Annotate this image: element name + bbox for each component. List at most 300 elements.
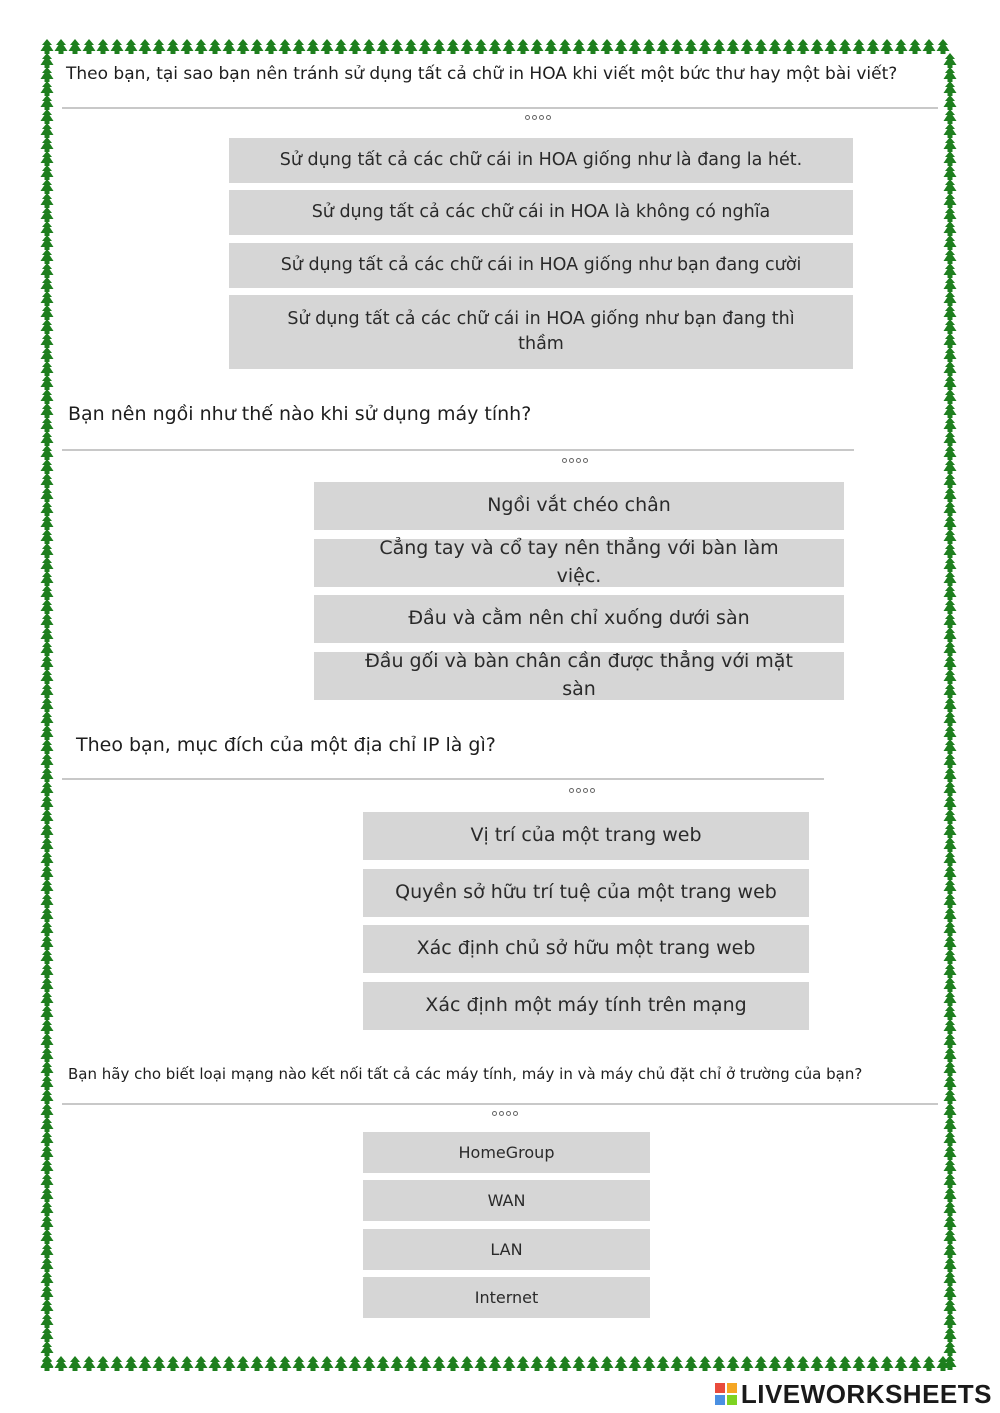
tree-icon [41,1271,54,1286]
tree-icon [475,1356,488,1371]
tree-icon [944,1285,957,1300]
tree-icon [41,53,54,68]
tree-icon [629,1356,642,1371]
tree-icon [447,39,460,54]
tree-icon [41,921,54,936]
tree-icon [153,39,166,54]
tree-icon [41,1005,54,1020]
tree-icon [41,599,54,614]
tree-icon [895,39,908,54]
q4-option-2[interactable]: WAN [363,1180,650,1221]
tree-icon [41,235,54,250]
tree-icon [41,781,54,796]
tree-icon [944,1159,957,1174]
tree-icon [615,1356,628,1371]
tree-icon [699,39,712,54]
tree-icon [41,1229,54,1244]
q2-option-3[interactable]: Đầu và cằm nên chỉ xuống dưới sàn [314,595,844,643]
tree-icon [41,137,54,152]
tree-icon [41,67,54,82]
tree-icon [41,1033,54,1048]
tree-icon [944,319,957,334]
tree-icon [944,781,957,796]
tree-icon [69,1356,82,1371]
tree-icon [825,39,838,54]
tree-icon [944,851,957,866]
tree-icon [944,1061,957,1076]
tree-icon [97,1356,110,1371]
tree-icon [223,39,236,54]
tree-icon [279,1356,292,1371]
tree-icon [944,417,957,432]
tree-icon [405,1356,418,1371]
tree-icon [489,1356,502,1371]
q4-option-4[interactable]: Internet [363,1277,650,1318]
tree-icon [405,39,418,54]
tree-icon [41,1019,54,1034]
tree-icon [503,39,516,54]
tree-icon [797,1356,810,1371]
q3-option-4[interactable]: Xác định một máy tính trên mạng [363,982,809,1030]
tree-icon [755,1356,768,1371]
tree-icon [615,39,628,54]
q2-option-1[interactable]: Ngồi vắt chéo chân [314,482,844,530]
tree-icon [293,39,306,54]
tree-icon [41,823,54,838]
drag-handle-icon[interactable] [492,1108,518,1118]
tree-icon [783,39,796,54]
tree-icon [944,249,957,264]
tree-icon [944,445,957,460]
tree-icon [853,39,866,54]
tree-icon [41,683,54,698]
tree-icon [41,851,54,866]
tree-icon [944,263,957,278]
tree-icon [41,571,54,586]
tree-icon [503,1356,516,1371]
tree-icon [41,515,54,530]
question-4-divider [62,1103,938,1105]
brand-logo[interactable] [715,1378,992,1410]
tree-icon [944,1089,957,1104]
tree-icon [944,1103,957,1118]
tree-icon [41,991,54,1006]
q3-option-1[interactable]: Vị trí của một trang web [363,812,809,860]
tree-icon [867,1356,880,1371]
tree-icon [937,39,950,54]
tree-icon [944,375,957,390]
tree-icon [363,39,376,54]
tree-icon [944,627,957,642]
tree-icon [41,1285,54,1300]
tree-icon [811,1356,824,1371]
tree-icon [909,1356,922,1371]
tree-icon [153,1356,166,1371]
tree-icon [944,123,957,138]
tree-icon [923,39,936,54]
tree-icon [41,711,54,726]
tree-icon [944,837,957,852]
tree-icon [587,1356,600,1371]
tree-icon [573,1356,586,1371]
tree-icon [944,235,957,250]
tree-icon [944,473,957,488]
tree-icon [41,753,54,768]
tree-icon [55,39,68,54]
tree-icon [41,1313,54,1328]
tree-icon [41,1201,54,1216]
tree-icon [41,305,54,320]
tree-icon [944,865,957,880]
question-3-text: Theo bạn, mục đích của một địa chỉ IP là gì? [76,734,496,756]
tree-icon [41,1257,54,1272]
tree-icon [839,39,852,54]
tree-icon [783,1356,796,1371]
tree-icon [41,375,54,390]
tree-icon [944,697,957,712]
tree-icon [111,39,124,54]
tree-icon [41,403,54,418]
tree-icon [944,1271,957,1286]
tree-icon [944,305,957,320]
tree-icon [923,1356,936,1371]
tree-icon [944,879,957,894]
tree-icon [223,1356,236,1371]
tree-icon [41,487,54,502]
tree-icon [195,1356,208,1371]
tree-icon [944,389,957,404]
tree-icon [853,1356,866,1371]
tree-icon [41,431,54,446]
tree-icon [41,893,54,908]
tree-icon [944,459,957,474]
tree-icon [545,1356,558,1371]
q1-option-1[interactable]: Sử dụng tất cả các chữ cái in HOA giống như là đang la hét. [229,138,853,183]
tree-icon [181,1356,194,1371]
tree-icon [587,39,600,54]
tree-icon [944,333,957,348]
tree-icon [944,795,957,810]
tree-icon [41,767,54,782]
tree-icon [349,39,362,54]
tree-icon [139,39,152,54]
tree-icon [419,39,432,54]
tree-icon [944,221,957,236]
tree-icon [944,431,957,446]
tree-icon [944,809,957,824]
tree-icon [944,907,957,922]
tree-icon [41,333,54,348]
tree-icon [125,1356,138,1371]
tree-icon [944,501,957,516]
tree-icon [944,711,957,726]
tree-icon [41,263,54,278]
tree-icon [41,1131,54,1146]
tree-icon [41,249,54,264]
tree-icon [643,39,656,54]
tree-icon [41,1089,54,1104]
tree-icon [41,655,54,670]
tree-icon [944,1019,957,1034]
tree-icon [944,1117,957,1132]
tree-icon [755,39,768,54]
tree-icon [41,585,54,600]
tree-icon [944,613,957,628]
tree-icon [391,39,404,54]
tree-icon [265,1356,278,1371]
tree-icon [41,977,54,992]
tree-icon [727,39,740,54]
tree-icon [531,39,544,54]
tree-icon [41,179,54,194]
tree-icon [601,39,614,54]
tree-icon [944,823,957,838]
tree-icon [209,39,222,54]
tree-icon [944,151,957,166]
tree-icon [944,81,957,96]
tree-icon [811,39,824,54]
tree-icon [279,39,292,54]
tree-icon [41,361,54,376]
tree-icon [867,39,880,54]
tree-icon [944,529,957,544]
tree-icon [944,669,957,684]
tree-icon [41,529,54,544]
tree-icon [307,1356,320,1371]
tree-icon [944,95,957,110]
tree-icon [83,39,96,54]
tree-icon [41,557,54,572]
tree-icon [41,1061,54,1076]
tree-icon [825,1356,838,1371]
tree-icon [41,543,54,558]
drag-handle-icon[interactable] [525,112,551,122]
tree-icon [97,39,110,54]
tree-icon [944,1145,957,1160]
tree-icon [741,39,754,54]
tree-icon [251,39,264,54]
tree-icon [293,1356,306,1371]
tree-icon [321,1356,334,1371]
tree-icon [944,1313,957,1328]
tree-icon [265,39,278,54]
tree-icon [237,39,250,54]
tree-icon [41,641,54,656]
tree-icon [685,39,698,54]
q4-option-3[interactable]: LAN [363,1229,650,1270]
tree-icon [41,95,54,110]
tree-icon [41,837,54,852]
tree-icon [41,277,54,292]
tree-icon [944,683,957,698]
tree-icon [41,1243,54,1258]
tree-icon [944,165,957,180]
tree-icon [41,221,54,236]
tree-icon [601,1356,614,1371]
drag-handle-icon[interactable] [569,785,595,795]
tree-icon [41,39,54,54]
tree-icon [167,1356,180,1371]
tree-icon [447,1356,460,1371]
tree-icon [769,1356,782,1371]
tree-icon [685,1356,698,1371]
question-4-text: Bạn hãy cho biết loại mạng nào kết nối tất cả các máy tính, máy in và máy chủ đặt chỉ ở trường của bạn? [68,1065,863,1083]
tree-icon [139,1356,152,1371]
tree-icon [41,949,54,964]
tree-icon [55,1356,68,1371]
tree-icon [41,795,54,810]
tree-icon [475,39,488,54]
tree-icon [83,1356,96,1371]
q1-option-4[interactable]: Sử dụng tất cả các chữ cái in HOA giống như bạn đang thì thầm [229,295,853,369]
tree-icon [41,865,54,880]
tree-icon [713,1356,726,1371]
tree-icon [944,1173,957,1188]
tree-icon [335,1356,348,1371]
tree-icon [41,109,54,124]
tree-icon [944,1187,957,1202]
q1-option-3[interactable]: Sử dụng tất cả các chữ cái in HOA giống như bạn đang cười [229,243,853,288]
tree-icon [881,1356,894,1371]
tree-icon [377,1356,390,1371]
tree-icon [629,39,642,54]
tree-icon [944,1215,957,1230]
tree-icon [944,1327,957,1342]
tree-icon [41,697,54,712]
tree-icon [41,1075,54,1090]
tree-icon [41,417,54,432]
tree-icon [167,39,180,54]
tree-icon [209,1356,222,1371]
q1-option-2[interactable]: Sử dụng tất cả các chữ cái in HOA là không có nghĩa [229,190,853,235]
tree-icon [41,1145,54,1160]
tree-icon [69,39,82,54]
drag-handle-icon[interactable] [562,455,588,465]
tree-icon [944,585,957,600]
tree-icon [41,123,54,138]
tree-icon [944,949,957,964]
tree-icon [41,725,54,740]
tree-icon [657,1356,670,1371]
q2-option-2[interactable]: Cẳng tay và cổ tay nên thẳng với bàn làm việc. [314,539,844,587]
tree-icon [944,1033,957,1048]
tree-icon [944,291,957,306]
tree-icon [713,39,726,54]
tree-icon [944,109,957,124]
q3-option-2[interactable]: Quyền sở hữu trí tuệ của một trang web [363,869,809,917]
tree-icon [41,165,54,180]
tree-icon [41,739,54,754]
tree-icon [944,1229,957,1244]
tree-icon [363,1356,376,1371]
tree-icon [944,921,957,936]
tree-icon [433,39,446,54]
tree-icon [944,67,957,82]
tree-icon [797,39,810,54]
tree-icon [944,571,957,586]
tree-icon [181,39,194,54]
tree-icon [895,1356,908,1371]
q2-option-4[interactable]: Đầu gối và bàn chân cần được thẳng với mặt sàn [314,652,844,700]
tree-icon [41,1299,54,1314]
question-1-divider [62,107,938,109]
tree-icon [489,39,502,54]
tree-icon [741,1356,754,1371]
tree-icon [461,39,474,54]
tree-icon [111,1356,124,1371]
tree-icon [944,53,957,68]
tree-icon [944,893,957,908]
tree-icon [41,907,54,922]
tree-icon [321,39,334,54]
liveworksheets-logo-icon [715,1383,737,1405]
tree-icon [699,1356,712,1371]
tree-icon [419,1356,432,1371]
q3-option-3[interactable]: Xác định chủ sở hữu một trang web [363,925,809,973]
tree-icon [41,319,54,334]
tree-icon [573,39,586,54]
tree-icon [944,1005,957,1020]
tree-icon [41,445,54,460]
tree-icon [944,1299,957,1314]
question-2-divider [62,449,854,451]
tree-icon [944,767,957,782]
tree-icon [944,977,957,992]
tree-icon [944,277,957,292]
tree-icon [41,1341,54,1356]
question-2-text: Bạn nên ngồi như thế nào khi sử dụng máy tính? [68,403,532,425]
tree-icon [545,39,558,54]
tree-icon [671,39,684,54]
tree-icon [944,963,957,978]
tree-icon [433,1356,446,1371]
tree-icon [944,515,957,530]
tree-icon [944,599,957,614]
tree-icon [41,935,54,950]
tree-icon [517,39,530,54]
tree-icon [944,361,957,376]
tree-icon [944,991,957,1006]
tree-icon [41,1117,54,1132]
tree-icon [41,809,54,824]
tree-icon [41,473,54,488]
tree-icon [643,1356,656,1371]
tree-icon [41,207,54,222]
tree-icon [41,151,54,166]
tree-icon [944,725,957,740]
tree-icon [125,39,138,54]
tree-icon [839,1356,852,1371]
tree-icon [307,39,320,54]
tree-icon [657,39,670,54]
tree-icon [559,39,572,54]
tree-icon [944,543,957,558]
tree-icon [559,1356,572,1371]
tree-icon [41,963,54,978]
tree-icon [237,1356,250,1371]
tree-icon [944,1131,957,1146]
tree-icon [41,613,54,628]
tree-icon [335,39,348,54]
q4-option-1[interactable]: HomeGroup [363,1132,650,1173]
tree-icon [517,1356,530,1371]
tree-icon [944,137,957,152]
tree-icon [909,39,922,54]
tree-icon [41,193,54,208]
tree-icon [944,739,957,754]
tree-icon [944,193,957,208]
tree-icon [944,347,957,362]
